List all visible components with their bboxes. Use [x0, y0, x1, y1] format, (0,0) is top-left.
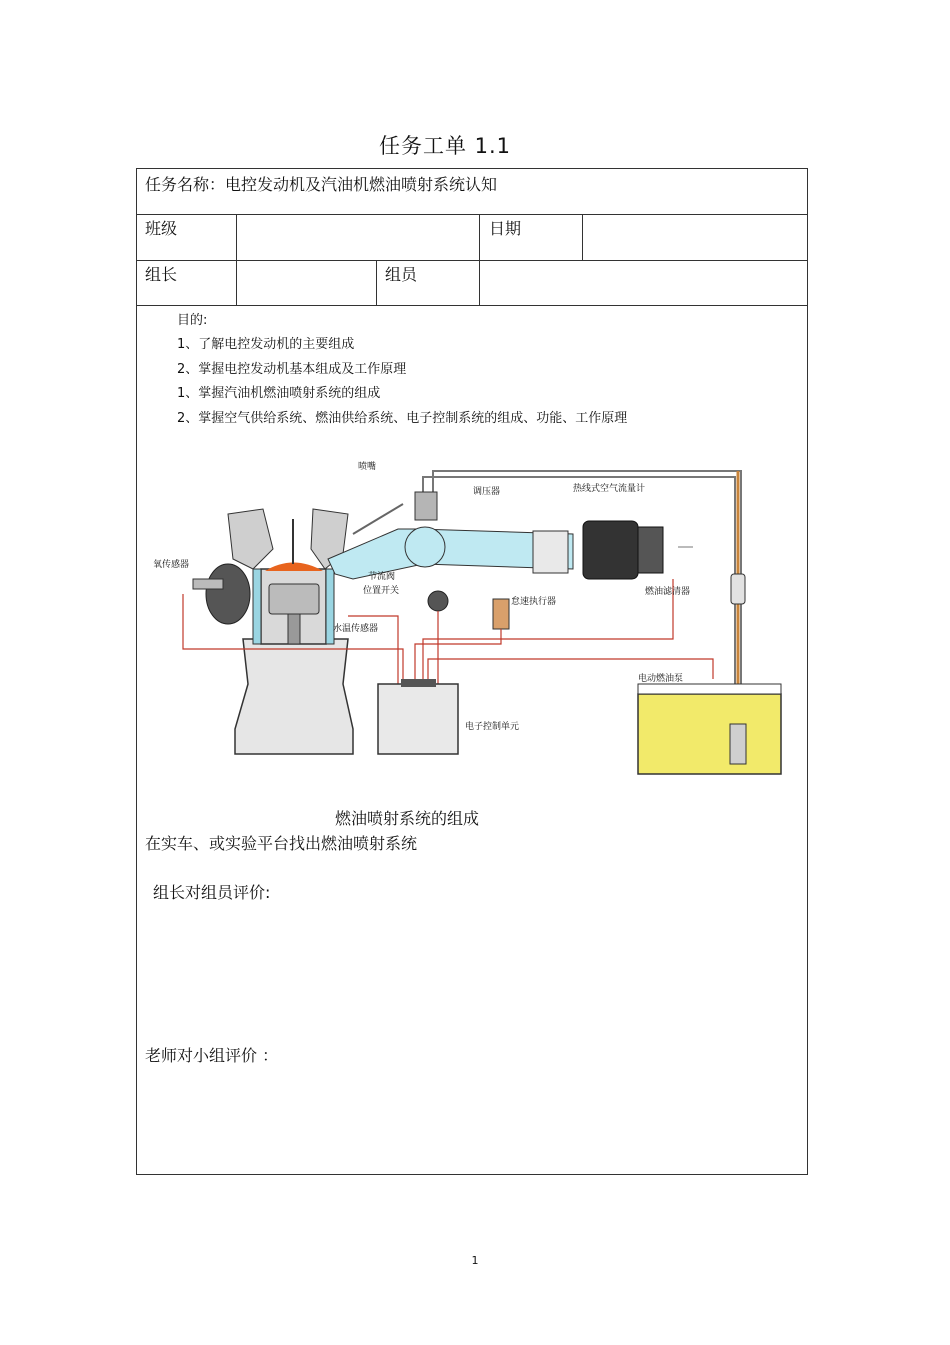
- leader-label: 组长: [145, 265, 178, 284]
- task-name: 任务名称：电控发动机及汽油机燃油喷射系统认知: [145, 175, 498, 194]
- objective-item: 1、了解电控发动机的主要组成: [177, 337, 355, 352]
- o2-sensor: [193, 579, 223, 589]
- label-throttle: 节流阀: [368, 572, 396, 582]
- exhaust-manifold: [206, 564, 250, 624]
- col-divider: [479, 214, 480, 260]
- throttle-position-switch: [428, 591, 448, 611]
- row-divider: [137, 305, 807, 306]
- col-divider: [376, 260, 377, 305]
- col-divider: [236, 214, 237, 260]
- teacher-evaluation-label: 老师对小组评价 ：: [145, 1046, 279, 1065]
- injector-line: [353, 504, 403, 534]
- fuel-tank: [638, 694, 781, 774]
- wire-maf: [423, 579, 673, 684]
- ecu-box: [378, 684, 458, 754]
- label-idle-actuator: 怠速执行器: [511, 597, 557, 607]
- objective-item: 2、掌握空气供给系统、燃油供给系统、电子控制系统的组成、功能、工作原理: [177, 411, 628, 426]
- date-label: 日期: [489, 219, 522, 238]
- fuel-filter: [731, 574, 745, 604]
- label-maf: 热线式空气流量计: [573, 484, 646, 494]
- task-sheet-table: [136, 168, 808, 1175]
- label-fuel-filter: 燃油滤清器: [645, 587, 691, 597]
- intake-bellows: [533, 531, 568, 573]
- objective-item: 2、掌握电控发动机基本组成及工作原理: [177, 362, 407, 377]
- piston: [269, 584, 319, 614]
- maf-sensor: [583, 521, 638, 579]
- instruction-text: 在实车、或实验平台找出燃油喷射系统: [145, 834, 418, 853]
- label-o2-sensor: 氧传感器: [153, 560, 190, 570]
- page-number: 1: [471, 1254, 479, 1267]
- leader-evaluation-label: 组长对组员评价:: [153, 883, 271, 902]
- label-injector: 喷嘴: [358, 462, 377, 472]
- label-fuel-pump: 电动燃油泵: [638, 674, 684, 684]
- fuel-tank-top: [638, 684, 781, 694]
- pressure-regulator: [415, 492, 437, 520]
- label-ecu: 电子控制单元: [465, 722, 520, 732]
- connecting-rod: [288, 614, 300, 644]
- objectives-heading: 目的:: [177, 313, 208, 328]
- throttle-body: [405, 527, 445, 567]
- engine-block: [235, 639, 353, 754]
- diagram-caption: 燃油喷射系统的组成: [335, 809, 480, 828]
- objective-item: 1、掌握汽油机燃油喷射系统的组成: [177, 386, 381, 401]
- maf-housing: [638, 527, 663, 573]
- col-divider: [479, 260, 480, 305]
- page-title: 任务工单 1.1: [378, 134, 512, 158]
- col-divider: [236, 260, 237, 305]
- coolant-jacket-left: [253, 569, 261, 644]
- cylinder-head-left: [228, 509, 273, 569]
- fuel-pump: [730, 724, 746, 764]
- fuel-injection-diagram: [153, 459, 793, 789]
- class-label: 班级: [145, 219, 178, 238]
- row-divider: [137, 214, 807, 215]
- col-divider: [582, 214, 583, 260]
- label-throttle-switch: 位置开关: [363, 586, 400, 596]
- label-regulator: 调压器: [473, 487, 501, 497]
- label-coolant-sensor: 水温传感器: [333, 624, 379, 634]
- ecu-connector: [401, 679, 436, 687]
- member-label: 组员: [385, 265, 418, 284]
- idle-actuator: [493, 599, 509, 629]
- row-divider: [137, 260, 807, 261]
